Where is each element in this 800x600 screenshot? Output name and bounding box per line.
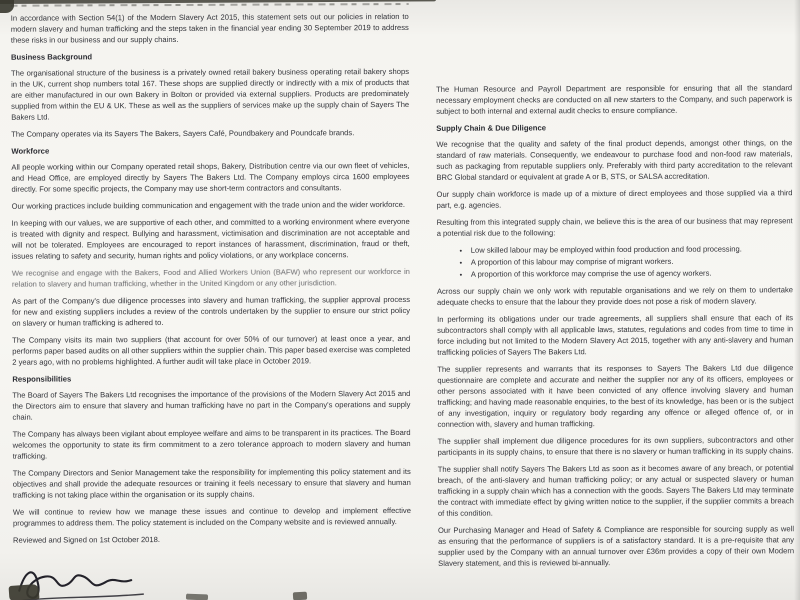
scan-artifact-bottom-left bbox=[9, 584, 40, 600]
document-paragraph: All people working within our Company operated retail shops, Bakery, Distribution centre via our own fleet of vehicles, and Head Office, are employed directly by Sayers The Bakers Ltd. The Company employs circa 1600 employees directly. For some specific projects, the Company may use short-term contractors and consultants. bbox=[11, 161, 410, 195]
section-heading: Business Background bbox=[10, 52, 93, 62]
document-paragraph: The Company visits its main two suppliers (that account for over 50% of our turnover) at least once a year, and performs paper based audits on all other suppliers within the supplier chain. This paper based exercise was completed 2 years ago, with no problems highlighted. A further audit will take place in October 2019. bbox=[12, 334, 411, 368]
document-paragraph: The supplier represents and warrants that its responses to Sayers The Bakers Ltd due diligence questionnaire are complete and accurate and neither the supplier nor any of its officers, employees or other persons associated with it have been convicted of any offence involving slavery and human trafficking; and having made reasonable enquiries, to the best of its knowledge, has been or is the subject of any investigation, inquiry or regulatory body regarding any offence or alleged offence of, or in connection with, slavery and human trafficking. bbox=[437, 363, 794, 429]
document-paragraph: Our supply chain workforce is made up of a mixture of direct employees and those supplied via a third part, e.g. agencies. bbox=[436, 188, 793, 210]
document-paragraph: In accordance with Section 54(1) of the Modern Slavery Act 2015, this statement sets out our policies in relation to modern slavery and human trafficking and the steps taken in the financial year ending 30 September 2019 to address these risks in our business and our supply chains. bbox=[10, 11, 409, 45]
right-column bbox=[436, 82, 794, 575]
document-paragraph: Reviewed and Signed on 1st October 2018. bbox=[13, 535, 160, 546]
document-paragraph: Across our supply chain we only work with reputable organisations and we rely on them to undertake adequate checks to ensure that the labour they provide does not pose a risk of modern slavery. bbox=[436, 285, 793, 307]
clipped-text-line bbox=[11, 3, 409, 9]
document-paragraph: The Company operates via its Sayers The Bakers, Sayers Café, Poundbakery and Poundcafe brands. bbox=[11, 128, 355, 139]
document-paragraph: We will continue to review how we manage these issues and continue to develop and implement effective programmes to address them. The policy statement is included on the Company website and is reviewed annually. bbox=[12, 506, 411, 529]
scan-artifact-bottom-mark bbox=[293, 592, 307, 600]
document-paragraph: The supplier shall implement due diligence procedures for its own suppliers, subcontractors and other participants in its supply chains, to ensure that there is no slavery or human trafficking in its supply chains. bbox=[437, 435, 794, 457]
scan-shade-right-edge bbox=[794, 0, 800, 600]
document-paragraph: In performing its obligations under our trade agreements, all suppliers shall ensure that each of its subcontractors shall comply with all applicable laws, statutes, regulations and codes from time to time in force including but not limited to the Modern Slavery Act 2015, together with any anti-slavery and human trafficking policies of Sayers The Bakers Ltd. bbox=[437, 313, 794, 357]
document-paragraph: The Human Resource and Payroll Department are responsible for ensuring that all the standard necessary employment checks are conducted on all new starters to the Company, and such paperwork is subject to both internal and external audit checks to ensure compliance. bbox=[436, 83, 793, 116]
scan-artifact-bottom-mark bbox=[186, 594, 208, 600]
section-heading: Supply Chain & Due Diligence bbox=[436, 123, 547, 133]
document-paragraph: We recognise and engage with the Bakers, Food and Allied Workers Union (BAFW) who represent our workforce in relation to slavery and human trafficking, whether in the United Kingdom or any other jurisdiction. bbox=[11, 267, 410, 290]
bullet-item: • A proportion of this labour may comprise of migrant workers. bbox=[471, 255, 793, 267]
document-paragraph: In keeping with our values, we are supportive of each other, and committed to a working environment where everyone is treated with dignity and respect. Bullying and harassment, victimisation and discrimination are not acceptable and will not be tolerated. Employees are encouraged to report instances of harassment, discrimination, fraud or theft, issues relating to safety and security, human rights and policy violations, or any workplace concerns. bbox=[11, 217, 410, 262]
document-paragraph: The Company has always been vigilant about employee welfare and aims to be transparent in its practices. The Board welcomes the opportunity to state its firm commitment to a zero tolerance approach to modern slavery and human trafficking. bbox=[12, 428, 411, 462]
document-paragraph: The Company Directors and Senior Management take the responsibility for implementing this policy statement and its objectives and shall provide the adequate resources or training it feels necessary to ensure that slavery and human trafficking is not taking place within the organisation or its supply chains. bbox=[12, 467, 411, 501]
document-paragraph: The organisational structure of the business is a privately owned retail bakery business operating retail bakery shops in the UK, current shop numbers total 167. These shops are supplied directly or indirectly with a mix of products that are either manufactured in our own Bakery in Bolton or provided via external suppliers. Products are predominately supplied from within the EU & UK. These as well as the suppliers of services make up the supply chain of Sayers The Bakers Ltd. bbox=[10, 67, 410, 122]
section-heading: Responsibilities bbox=[12, 374, 72, 385]
document-paragraph: We recognise that the quality and safety of the final product depends, amongst other things, on the standard of raw materials. Consequently, we endeavour to purchase food and non-food raw materials, such as packaging from reputable suppliers only. Preferably with third party accreditation to the relevant BRC Global standard or equivalent at grade A or B, STS, or SALSA accreditation. bbox=[436, 138, 793, 182]
document-paragraph: The supplier shall notify Sayers The Bakers Ltd as soon as it becomes aware of any breach, or potential breach, of the anti-slavery and human trafficking policy; or any actual or suspected slavery or human trafficking in a supply chain which has a connection with the goods. Sayers The Bakers Ltd may terminate the contract with immediate effect by giving written notice to the supplier, if the supplier commits a breach of this condition. bbox=[437, 463, 794, 518]
document-paragraph: As part of the Company's due diligence processes into slavery and human trafficking, the supplier approval process for new and existing suppliers includes a review of the controls undertaken by the supplier to ensure our strict policy on slavery or human trafficking is adhered to. bbox=[11, 295, 411, 329]
bullet-item: • A proportion of this workforce may comprise the use of agency workers. bbox=[471, 267, 793, 279]
document-paragraph: The Board of Sayers The Bakers Ltd recognises the importance of the provisions of the Modern Slavery Act 2015 and the Directors aim to ensure that slavery and human trafficking have no part in the Company's operations and supply chain. bbox=[12, 389, 411, 423]
bullet-list bbox=[437, 243, 793, 280]
document-paragraph: Resulting from this integrated supply chain, we believe this is the area of our business that may represent a potential risk due to the following: bbox=[436, 216, 793, 238]
document-paragraph: Our Purchasing Manager and Head of Safety & Compliance are responsible for sourcing supply as well as ensuring that the performance of suppliers is of a satisfactory standard. It is a pre-requisite that any supplier used by the Company with an annual turnover over £36m provides a copy of their own Modern Slavery statement, and this is reviewed bi-annually. bbox=[437, 524, 795, 568]
bullet-item: • Low skilled labour may be employed within food production and food processing. bbox=[471, 243, 793, 255]
section-heading: Workforce bbox=[11, 146, 50, 156]
left-column bbox=[11, 3, 411, 552]
document-paragraph: Our working practices include building communication and engagement with the trade union and the wider workforce. bbox=[11, 200, 406, 212]
